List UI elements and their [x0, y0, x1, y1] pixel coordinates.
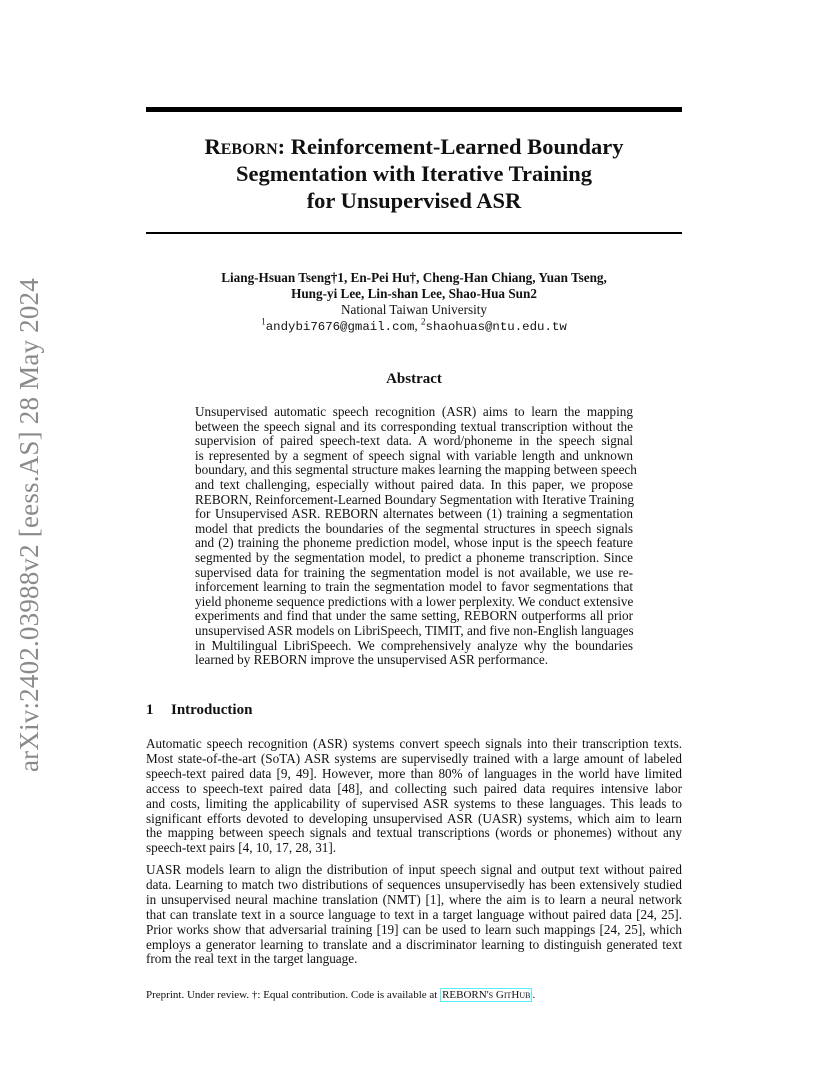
- abstract-line: is represented by a segment of speech signal with variable length and unknown: [195, 447, 633, 463]
- footnote-text: Preprint. Under review. †: Equal contribution. Code is available at: [146, 989, 441, 1001]
- abstract-line: yield phoneme sequence predictions with a lower perplexity. We conduct extensive: [195, 593, 634, 609]
- abstract-line: Unsupervised automatic speech recognition (ASR) aims to learn the mapping: [195, 404, 633, 419]
- abstract-line: model that predicts the boundaries of the segmental structures in speech signals: [195, 520, 633, 536]
- abstract-line: segmented by the segmentation model, to predict a phoneme transcription. Since: [195, 549, 633, 565]
- abstract-line: boundary, and this segmental structure makes learning the mapping between speech: [195, 462, 637, 478]
- abstract-line: unsupervised ASR models on LibriSpeech, TIMIT, and five non-English languages: [195, 622, 634, 638]
- footnote: [146, 989, 535, 1001]
- paragraph-line: speech-text paired data [9, 49]. However, more than 80% of languages in the world have limited: [146, 765, 682, 781]
- abstract-line: experiments and find that under the same setting, REBORN outperforms all prior: [195, 608, 633, 624]
- title-line-3: for Unsupervised ASR: [306, 188, 522, 213]
- abstract-line: learned by REBORN improve the unsupervised ASR performance.: [195, 652, 549, 668]
- arxiv-identifier: arXiv:2402.03988v2 [eess.AS] 28 May 2024: [14, 278, 44, 772]
- paragraph-line: in unsupervised neural machine translation (NMT) [1], where the aim is to learn a neural network: [146, 891, 682, 907]
- abstract-line: supervised data for training the segmentation model is not available, we use re-: [195, 564, 633, 580]
- arxiv-sidebar-stamp: [14, 272, 58, 772]
- title-top-rule: [146, 107, 682, 112]
- abstract-line: and text challenging, especially without paired data. In this paper, we propose: [195, 476, 633, 492]
- abstract-heading: Abstract: [386, 371, 442, 387]
- abstract-line: in Multilingual LibriSpeech. We comprehensively analyze why the boundaries: [195, 637, 633, 653]
- affiliation: National Taiwan University: [340, 302, 488, 317]
- author-line-1: Liang-Hsuan Tseng†1, En-Pei Hu†, Cheng-Han Chiang, Yuan Tseng,: [221, 270, 607, 285]
- email-2[interactable]: shaohuas@ntu.edu.tw: [425, 320, 567, 334]
- author-line-2: Hung-yi Lee, Lin-shan Lee, Shao-Hua Sun2: [291, 286, 537, 301]
- abstract-line: inforcement learning to train the segmentation model to favor segmentations that: [195, 579, 633, 595]
- github-link[interactable]: REBORN's GitHub: [442, 989, 531, 1001]
- abstract-line: and (2) training the phoneme prediction model, whose input is the speech feature: [195, 535, 633, 551]
- abstract-body: [195, 404, 637, 668]
- paragraph-line: data. Learning to match two distributions of sequences unsupervisedly has been extensively studied: [146, 876, 682, 892]
- author-block: [146, 270, 682, 335]
- paragraph-line: access to speech-text paired data [48], and collecting such paired data requires intensive labor: [146, 780, 682, 796]
- paragraph-line: and costs, limiting the applicability of supervised ASR systems to these languages. This leads to: [146, 795, 682, 811]
- abstract-line: for Unsupervised ASR. REBORN alternates between (1) training a segmentation: [195, 506, 633, 522]
- paragraph-line: that can translate text in a source language to text in a target language without paired data [24, 25].: [146, 906, 682, 922]
- paragraph-line: Prior works show that adversarial training [19] can be used to learn such mappings [24, 25], which: [146, 921, 682, 937]
- section-title: Introduction: [171, 702, 253, 718]
- title-line-1: : Reinforcement-Learned Boundary: [277, 134, 624, 159]
- paragraph-line: from the real text in the target language.: [146, 951, 358, 967]
- paragraph-line: Automatic speech recognition (ASR) systems convert speech signals into their transcription texts.: [146, 736, 682, 751]
- paragraph-line: UASR models learn to align the distribution of input speech signal and output text without paired: [146, 862, 682, 877]
- footnote-end: .: [532, 989, 536, 1001]
- title-line-2: Segmentation with Iterative Training: [235, 161, 593, 186]
- paragraph-line: the mapping between speech signals and textual transcriptions (words or phonemes) without any: [146, 825, 682, 841]
- paragraph-line: significant efforts devoted to developing unsupervised ASR (UASR) systems, which aim to learn: [146, 810, 682, 826]
- section-heading-introduction: [146, 702, 252, 719]
- paragraph-line: speech-text pairs [4, 10, 17, 28, 31].: [146, 840, 337, 856]
- abstract-line: REBORN, Reinforcement-Learned Boundary Segmentation with Iterative Training: [195, 491, 635, 507]
- title-bottom-rule: [146, 232, 682, 234]
- section-number: 1: [146, 702, 154, 718]
- title-acronym: Reborn: [204, 134, 278, 159]
- email-1[interactable]: andybi7676@gmail.com: [265, 320, 415, 334]
- emails: $^1$andybi7676@gmail.com, $^2$shaohuas@ntu.edu.tw: [261, 316, 567, 334]
- paper-title: [146, 133, 682, 214]
- abstract-line: supervision of paired speech-text data. A word/phoneme in the speech signal: [195, 433, 633, 449]
- paragraph-line: employs a generator learning to translate and a discriminator learning to distinguish generated text: [146, 936, 682, 952]
- abstract-line: between the speech signal and its corresponding textual transcription without the: [195, 418, 633, 434]
- intro-paragraph-2: [146, 863, 682, 967]
- intro-paragraph-1: [146, 737, 682, 856]
- paragraph-line: Most state-of-the-art (SoTA) ASR systems are supervisedly trained with a large amount of labeled: [146, 750, 682, 766]
